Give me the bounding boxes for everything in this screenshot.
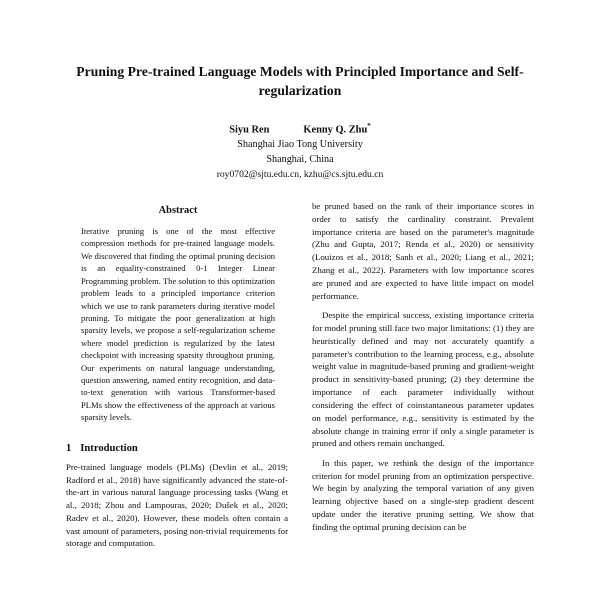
author-emails: roy0702@sjtu.edu.cn, kzhu@cs.sjtu.edu.cn	[216, 169, 384, 181]
body-columns	[0, 200, 600, 600]
abstract-heading: Abstract	[158, 205, 198, 216]
author-name: Siyu Ren	[229, 124, 270, 136]
author-name: Kenny Q. Zhu	[303, 124, 368, 136]
left-column	[66, 200, 288, 600]
abstract-text: Iterative pruning is one of the most effective compression methods for pre-trained language models. We discovered that finding the optimal pruning decision is an equality-constrained 0-1 Integer Linear Programming problem. The solution to this optimization problem leads to a principled importance criterion which we use to rank parameters during iterative model pruning. To mitigate the poor generalization at high sparsity levels, we propose a self-regularization scheme where model prediction is regularized by the latest checkpoint with increasing sparsity throughout pruning. Our experiments on natural language understanding, question answering, named entity recognition, and data-to-text generation with various Transformer-based PLMs show the effectiveness of the approach at various sparsity levels.	[81, 226, 275, 423]
author-names	[72, 122, 528, 138]
author-entry	[303, 122, 370, 138]
affiliation: Shanghai Jiao Tong University	[237, 139, 363, 151]
section-title: Introduction	[80, 442, 138, 454]
section-heading-introduction	[66, 443, 288, 454]
right-column	[312, 200, 534, 600]
title-block	[0, 0, 600, 182]
paragraph: Pre-trained language models (PLMs) (Devlin et al., 2019; Radford et al., 2018) have significantly advanced the state-of-the-art in various natural language processing tasks (Wang et al., 2018; Zhou and Lampouras, 2020; Dušek et al., 2020; Radev et al., 2020). However, these models often contain a vast amount of parameters, posing non-trivial requirements for storage and computation.	[66, 461, 288, 549]
page-title: Pruning Pre-trained Language Models with Principled Importance and Self-regularization	[76, 64, 524, 99]
author-marker: *	[367, 121, 371, 130]
paragraph: Despite the empirical success, existing importance criteria for model pruning still face two major limitations: (1) they are heuristically defined and may not accurately quantify a parameter's contribution to the learning process, e.g., absolute weight value in magnitude-based pruning and gradient-weight product in sensitivity-based pruning; (2) they determine the importance of each parameter individually without considering the effect of coinstantaneous parameter updates on model performance, e.g., sensitivity is estimated by the absolute change in training error if only a single parameter is pruned and others remain unchanged.	[312, 310, 534, 449]
location: Shanghai, China	[266, 154, 334, 166]
section-number: 1	[66, 442, 72, 454]
paragraph: be pruned based on the rank of their importance scores in order to satisfy the cardinality constraint. Prevalent importance criteria are based on the parameter's magnitude (Zhu and Gupta, 2017; Renda et al., 2020) or sensitivity (Louizos et al., 2018; Sanh et al., 2020; Liang et al., 2021; Zhang et al., 2022). Parameters with low importance scores are pruned and are expected to have little impact on model performance.	[312, 201, 534, 301]
author-entry	[229, 122, 269, 138]
abstract-block	[66, 205, 288, 424]
paragraph: In this paper, we rethink the design of the importance criterion for model pruning from an optimization perspective. We begin by analyzing the temporal variation of any given learning objective based on a single-step gradient descent update under the iterative pruning setting. We show that finding the optimal pruning decision can be	[312, 457, 534, 532]
authors-block	[72, 122, 528, 182]
